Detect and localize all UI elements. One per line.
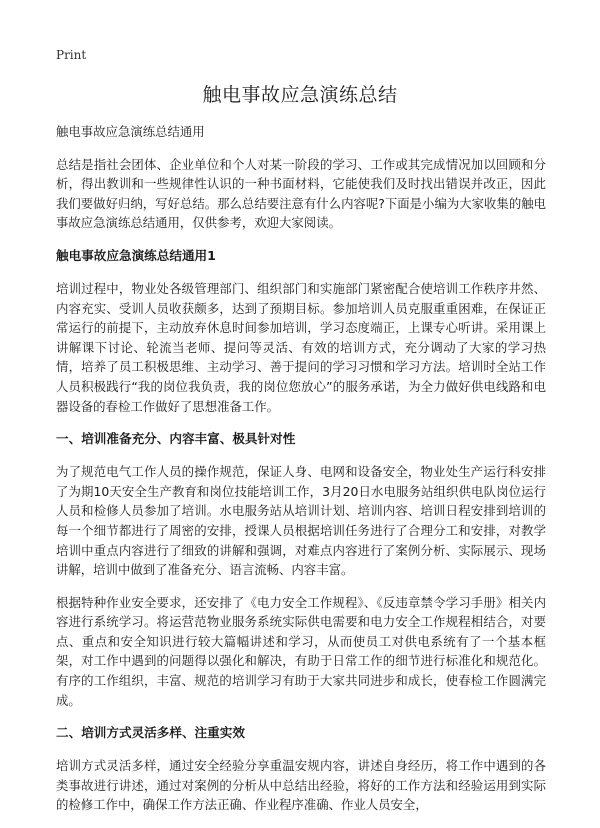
subsection-heading-1: 一、培训准备充分、内容丰富、极具针对性 <box>56 431 296 447</box>
paragraph: 根据特种作业安全要求，还安排了《电力安全工作规程》、《反违章禁令学习手册》相关内容进行系统学习。将运营范物业服务系统实际供电需要和电力安全工作规程相结合，对要点、重点和安全知识进行较大篇幅讲述和学习，从而使员工对供电系统有了一个基本框架，对工作中遇到的问题得以强化和解决，有助于日常工作的细节进行标准化和规范化。有序的工作组织，丰富、规范的培训学习有助于大家共同进步和成长，使春检工作圆满完成。 <box>56 594 546 708</box>
intro-paragraph: 总结是指社会团体、企业单位和个人对某一阶段的学习、工作或其完成情况加以回顾和分析，得出教训和一些规律性认识的一种书面材料，它能使我们及时找出错误并改正，因此我们要做好归纳，写好总结。那么总结要注意有什么内容呢?下面是小编为大家收集的触电事故应急演练总结通用，仅供参考，欢迎大家阅读。 <box>56 156 546 231</box>
print-link[interactable]: Print <box>56 48 87 62</box>
document-body <box>56 122 546 828</box>
paragraph: 培训过程中，物业处各级管理部门、组织部门和实施部门紧密配合使培训工作秩序井然、内容充实、受训人员收获颇多，达到了预期目标。参加培训人员克服重重困难，在保证正常运行的前提下，主动放弃休息时间参加培训，学习态度端正，上课专心听讲。采用课上讲解课下讨论、轮流当老师、提问等灵活、有效的培训方式，充分调动了大家的学习热情，培养了员工积极思维、主动学习、善于提问的学习习惯和学习方法。培训时全站工作人员积极践行“我的岗位我负责，我的岗位您放心”的服务承诺，为全力做好供电线路和电器设备的春检工作做好了思想准备工作。 <box>56 280 546 414</box>
page-title: 触电事故应急演练总结 <box>202 84 398 106</box>
subtitle: 触电事故应急演练总结通用 <box>56 124 205 139</box>
subsection-heading-2: 二、培训方式灵活多样、注重实效 <box>56 725 245 741</box>
paragraph: 为了规范电气工作人员的操作规范，保证人身、电网和设备安全，物业处生产运行科安排了为期10天安全生产教育和岗位技能培训工作，3月20日水电服务站组织供电队岗位运行人员和检修人员参加了培训。水电服务站从培训计划、培训内容、培训日程安排到培训的每一个细节都进行了周密的安排，授课人员根据培训任务进行了合理分工和安排，对教学培训中重点内容进行了细致的讲解和强调，对难点内容进行了案例分析、实际展示、现场讲解，培训中做到了准备充分、语言流畅、内容丰富。 <box>56 464 546 578</box>
section-heading: 触电事故应急演练总结通用1 <box>56 247 216 263</box>
paragraph: 培训方式灵活多样，通过安全经验分享重温安规内容，讲述自身经历，将工作中遇到的各类事故进行讲述，通过对案例的分析从中总结出经验，将好的工作方法和经验运用到实际的检修工作中，确保工作方法正确、作业程序准确、作业人员安全， <box>56 758 546 813</box>
